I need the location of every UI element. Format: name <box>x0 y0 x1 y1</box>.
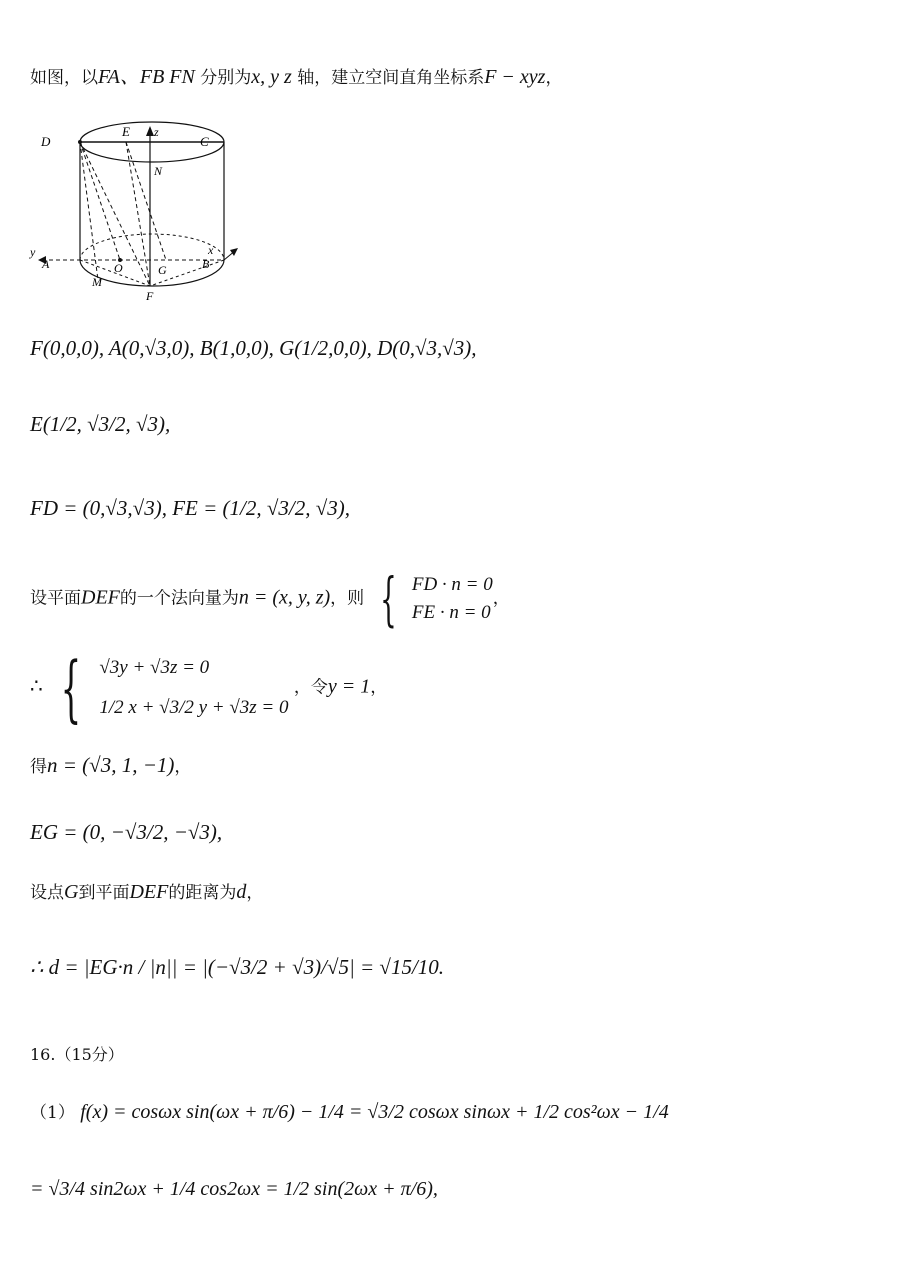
label-A: A <box>42 257 50 271</box>
label-y: y <box>30 245 36 259</box>
dist-end: ， <box>246 883 264 903</box>
q16-header-text: 16.（15分） <box>30 1045 124 1064</box>
q16-part1-label: （1） <box>30 1103 75 1123</box>
label-B: B <box>202 257 210 271</box>
dist-plane: DEF <box>129 881 169 903</box>
label-z: z <box>154 125 159 139</box>
system-eq1: √3y + √3z = 0 <box>99 657 210 678</box>
dist-prefix: 设点 <box>30 883 64 903</box>
label-N: N <box>154 164 163 178</box>
label-x: x <box>208 243 214 257</box>
label-C: C <box>200 134 209 149</box>
q16-line1-text: f(x) = cosωx sin(ωx + π/6) − 1/4 = √3/2 cosωx sinωx + 1/2 cos²ωx − 1/4 <box>80 1101 669 1123</box>
label-E: E <box>122 124 130 139</box>
eg-text: EG = (0, −√3/2, −√3), <box>30 820 223 844</box>
normal-eq2: FE · n = 0 <box>411 602 491 623</box>
normal-eq1: FD · n = 0 <box>411 573 493 595</box>
result-value: n = (√3, 1, −1) <box>47 753 175 777</box>
intro-prefix: 如图，以 <box>30 68 98 88</box>
vectors-text: FD = (0,√3,√3), FE = (1/2, √3/2, √3), <box>30 496 350 520</box>
label-F: F <box>146 289 154 303</box>
dist-mid: 到平面 <box>78 883 130 903</box>
points-line-1 <box>30 336 477 361</box>
system-line: ∴ { √3y + √3z = 0 1/2 x + √3/2 y + √3z = 0 ，令y = 1， <box>30 645 388 730</box>
label-M: M <box>92 275 102 289</box>
distance-setup-line <box>30 878 263 904</box>
cylinder-figure <box>28 110 238 305</box>
intro-line <box>30 60 562 89</box>
normal-prefix: 设平面 <box>30 588 81 609</box>
intro-suffix: 轴，建立空间直角坐标系 <box>297 68 485 88</box>
points-text-2: E(1/2, √3/2, √3), <box>30 412 171 436</box>
vectors-line <box>30 496 350 521</box>
let-value: y = 1 <box>327 675 371 698</box>
points-text-1: F(0,0,0), A(0,√3,0), B(1,0,0), G(1/2,0,0), D(0,√3,√3), <box>30 336 477 360</box>
distance-result-text: ∴ d = |EG·n / |n|| = |(−√3/2 + √3)/√5| = √15/10. <box>30 955 445 979</box>
normal-setup-line: 设平面DEF的一个法向量为n = (x, y, z)，则 { FD · n = 0 FE · n = 0 ， <box>30 565 510 633</box>
intro-axes: x, y z <box>251 66 292 88</box>
system-eq2: 1/2 x + √3/2 y + √3z = 0 <box>99 696 289 718</box>
intro-mid: 分别为 <box>200 68 252 88</box>
label-D: D <box>41 134 51 149</box>
intro-system: F − xyz <box>484 66 546 88</box>
q16-line-1 <box>30 1098 669 1124</box>
normal-then: ，则 <box>330 588 365 609</box>
normal-end: ， <box>492 588 510 609</box>
intro-end: ， <box>545 68 563 88</box>
result-prefix: 得 <box>30 757 47 777</box>
intro-axes-names: FA、FB FN <box>98 66 195 88</box>
normal-plane: DEF <box>81 586 120 609</box>
dist-mid2: 的距离为 <box>168 883 237 903</box>
label-G: G <box>158 263 167 277</box>
q16-line2-text: = √3/4 sin2ωx + 1/4 cos2ωx = 1/2 sin(2ωx + π/6), <box>30 1178 438 1200</box>
q16-header <box>30 1042 124 1065</box>
let-text: ，令 <box>293 677 328 698</box>
q16-line-2 <box>30 1178 438 1201</box>
distance-result-line <box>30 955 444 980</box>
system-end: ， <box>370 677 388 698</box>
dist-var: d <box>236 881 247 903</box>
eg-line <box>30 820 222 845</box>
points-line-2 <box>30 412 170 437</box>
result-n-line <box>30 752 191 778</box>
therefore-symbol: ∴ <box>30 675 43 698</box>
result-end: ， <box>174 757 192 777</box>
label-O: O <box>114 261 123 275</box>
normal-middle: 的一个法向量为 <box>119 588 239 609</box>
dist-point: G <box>64 881 79 903</box>
